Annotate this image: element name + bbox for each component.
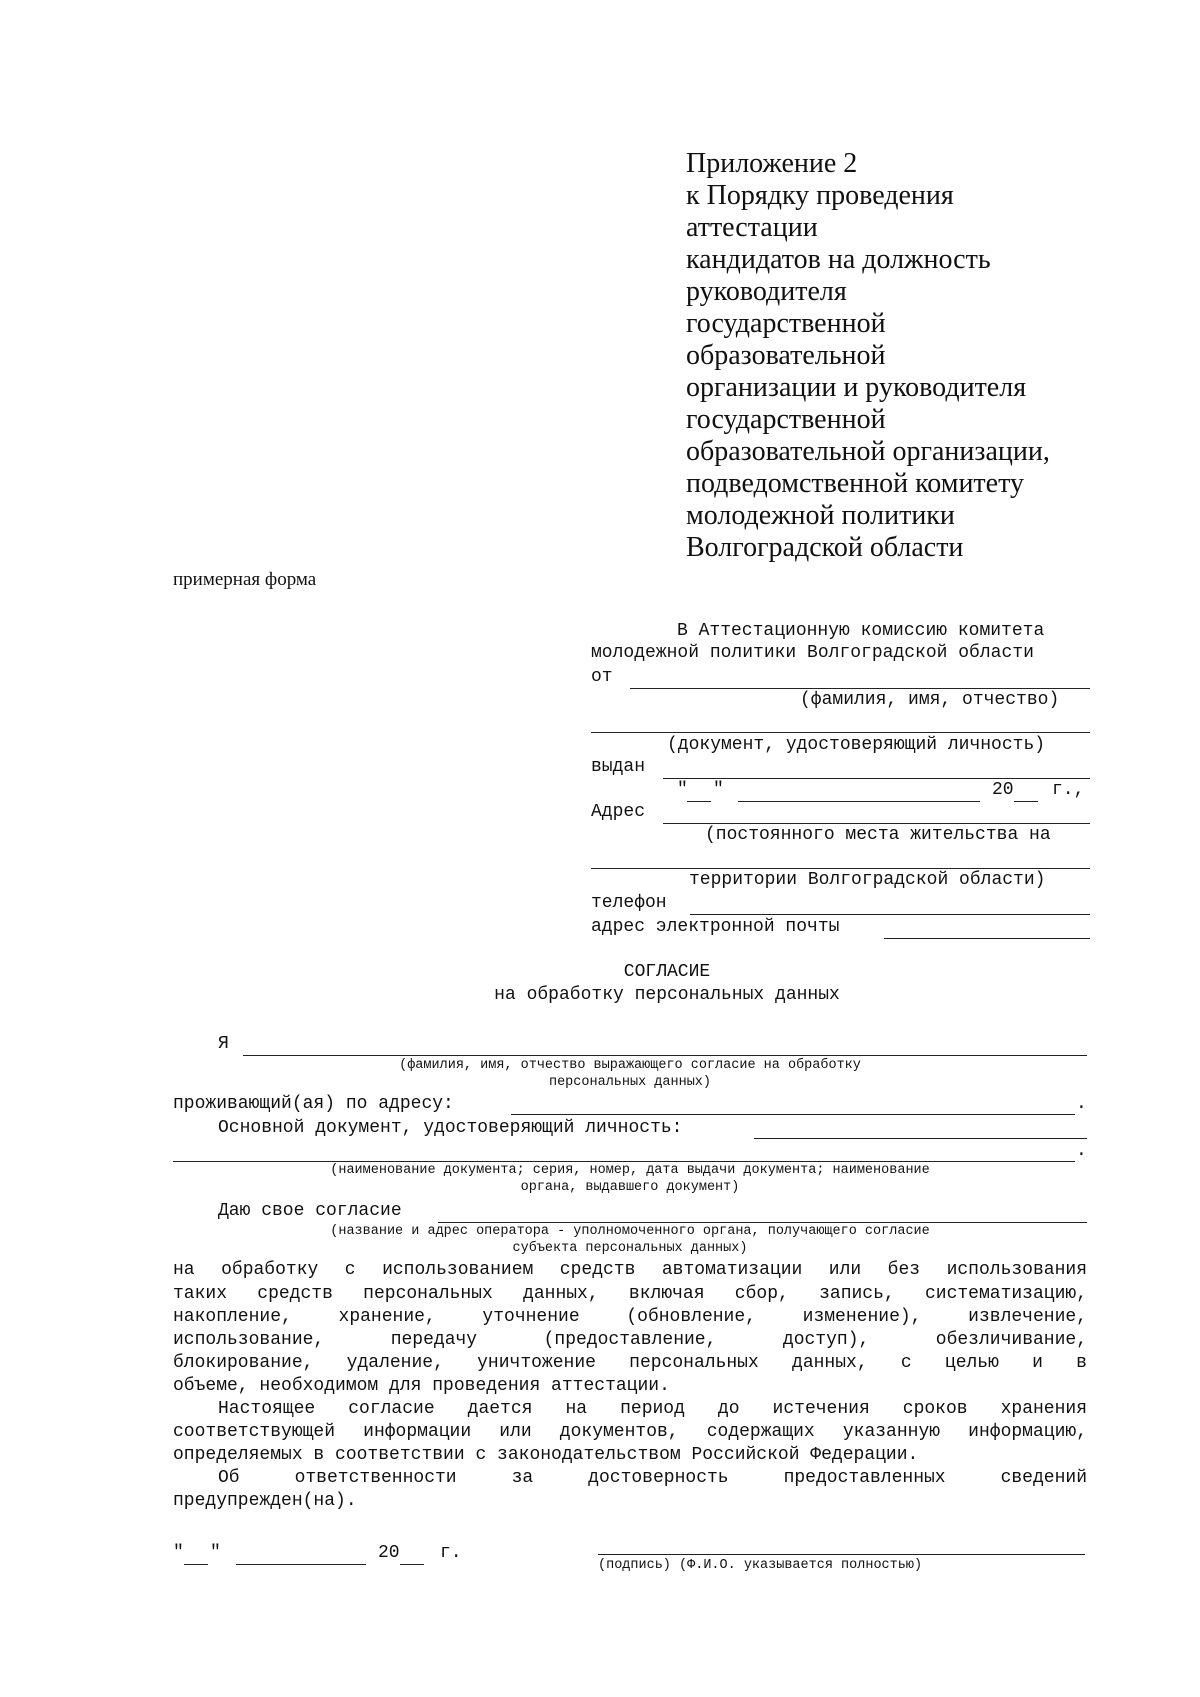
consent-text-line: объеме, необходимом для проведения аттестации. (173, 1376, 670, 1396)
id-document-hint: (документ, удостоверяющий личность) (667, 735, 1046, 755)
appendix-line: Приложение 2 (686, 148, 858, 179)
appendix-line: к Порядку проведения (686, 180, 954, 211)
email-label: адрес электронной почты (591, 917, 840, 937)
phone-input-line[interactable] (690, 914, 1090, 915)
responsibility-text-line: предупрежден(на). (173, 1491, 357, 1511)
issued-month-input-line[interactable] (738, 801, 980, 802)
appendix-line: кандидатов на должность (686, 244, 991, 275)
consent-date-quote-close: " (210, 1543, 221, 1563)
consenter-fio-hint-1: (фамилия, имя, отчество выражающего согласие на обработку (399, 1058, 861, 1073)
consent-title: СОГЛАСИЕ (623, 962, 711, 982)
address-input-line-1[interactable] (663, 823, 1090, 824)
main-document-dot: . (1076, 1141, 1087, 1161)
signature-input-line[interactable] (598, 1554, 1085, 1555)
addressee-line-1: В Аттестационную комиссию комитета (677, 621, 1045, 641)
consent-text-line: блокирование, удаление, уничтожение персональных данных, с целью и в (173, 1353, 1087, 1373)
consent-year-prefix: 20 (378, 1543, 400, 1563)
appendix-line: аттестации (686, 212, 818, 243)
consenter-fio-hint-2: персональных данных) (548, 1075, 712, 1090)
operator-input-line[interactable] (438, 1222, 1087, 1223)
issued-year-prefix: 20 (992, 780, 1014, 800)
residing-label: проживающий(ая) по адресу: (173, 1094, 454, 1114)
give-consent-label: Даю свое согласие (218, 1201, 402, 1221)
appendix-line: Волгоградской области (686, 532, 964, 563)
consent-day-input-line[interactable] (184, 1564, 208, 1565)
signature-hint: (подпись) (Ф.И.О. указывается полностью) (598, 1558, 923, 1573)
appendix-line: подведомственной комитету (686, 468, 1024, 499)
document-hint-1: (наименование документа; серия, номер, дата выдачи документа; наименование (330, 1163, 930, 1178)
residing-dot: . (1076, 1094, 1087, 1114)
issued-day-input-line[interactable] (687, 801, 711, 802)
main-document-input-line-2[interactable] (173, 1161, 1075, 1162)
phone-label: телефон (591, 893, 667, 913)
responsibility-text-line: Об ответственности за достоверность предоставленных сведений (218, 1468, 1087, 1488)
consent-subtitle: на обработку персональных данных (494, 985, 840, 1005)
consent-text-line: на обработку с использованием средств автоматизации или без использования (173, 1260, 1087, 1280)
fio-hint: (фамилия, имя, отчество) (800, 690, 1060, 710)
operator-hint-1: (название и адрес оператора - уполномоченного органа, получающего согласие (330, 1224, 930, 1239)
sample-form-label: примерная форма (173, 569, 317, 590)
address-input-line-2[interactable] (591, 868, 1090, 869)
issued-by-input-line[interactable] (663, 778, 1090, 779)
appendix-line: организации и руководителя (686, 372, 1027, 403)
period-text-line: Настоящее согласие дается на период до истечения сроков хранения (218, 1399, 1087, 1419)
fio-input-line[interactable] (630, 688, 1090, 689)
appendix-line: государственной (686, 404, 886, 435)
consent-text-line: использование, передачу (предоставление, доступ), обезличивание, (173, 1330, 1087, 1350)
operator-hint-2: субъекта персональных данных) (512, 1241, 748, 1256)
issued-year-suffix: г., (1052, 780, 1085, 800)
issued-label: выдан (591, 757, 646, 777)
consent-month-input-line[interactable] (236, 1564, 366, 1565)
issued-date-quote-open: " (677, 780, 688, 800)
main-document-label: Основной документ, удостоверяющий личность: (218, 1118, 683, 1138)
period-text-line: соответствующей информации или документов, содержащих указанную информацию, (173, 1422, 1087, 1442)
appendix-header (686, 148, 1050, 564)
issued-year-input-line[interactable] (1014, 801, 1038, 802)
address-label: Адрес (591, 802, 646, 822)
consent-text-line: накопление, хранение, уточнение (обновление, изменение), извлечение, (173, 1307, 1087, 1327)
main-document-input-line-1[interactable] (754, 1138, 1087, 1139)
consenter-fio-input-line[interactable] (243, 1055, 1087, 1056)
residence-hint-1: (постоянного места жительства на (705, 825, 1051, 845)
appendix-line: руководителя (686, 276, 847, 307)
appendix-line: государственной (686, 308, 886, 339)
id-document-input-line[interactable] (591, 732, 1090, 733)
consent-date-quote-open: " (173, 1543, 184, 1563)
email-input-line[interactable] (884, 938, 1090, 939)
residence-hint-2: территории Волгоградской области) (689, 870, 1046, 890)
consent-text-line: таких средств персональных данных, включая сбор, запись, систематизацию, (173, 1284, 1087, 1304)
appendix-line: молодежной политики (686, 500, 955, 531)
residing-address-input-line[interactable] (511, 1114, 1075, 1115)
document-hint-2: органа, выдавшего документ) (520, 1180, 740, 1195)
from-label: от (591, 667, 613, 687)
period-text-line: определяемых в соответствии с законодательством Российской Федерации. (173, 1445, 919, 1465)
appendix-line: образовательной организации, (686, 436, 1050, 467)
issued-date-quote-close: " (713, 780, 724, 800)
i-label: Я (218, 1034, 229, 1054)
addressee-line-2: молодежной политики Волгоградской области (591, 643, 1034, 663)
appendix-line: образовательной (686, 340, 886, 371)
consent-year-suffix: г. (440, 1543, 462, 1563)
consent-year-input-line[interactable] (400, 1564, 424, 1565)
